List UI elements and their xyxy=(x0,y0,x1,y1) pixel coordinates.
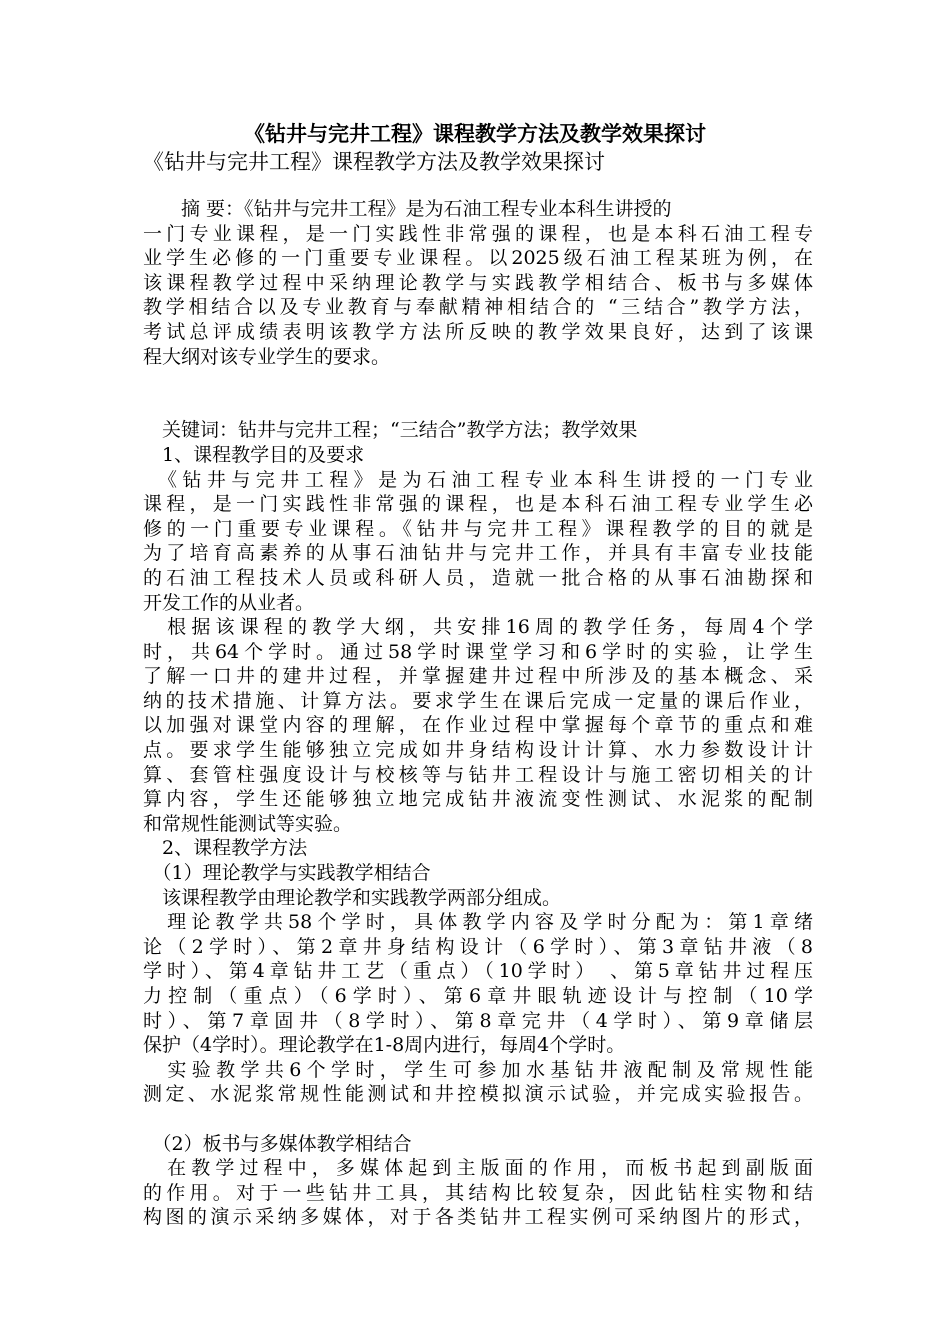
text-line: 课程，是一门实践性非常强的课程，也是本科石油工程专业学生必 xyxy=(143,493,813,516)
text-line: 学时）、第4章钻井工艺（重点）（10学时） 、第5章钻井过程压 xyxy=(143,960,813,983)
text-line: 点。要求学生能够独立完成如井身结构设计计算、水力参数设计计 xyxy=(143,739,813,762)
text-line: 纳的技术措施、计算方法。要求学生在课后完成一定量的课后作业， xyxy=(143,689,813,712)
text-line: （2）板书与多媒体教学相结合 xyxy=(143,1132,412,1155)
text-line: 的作用。对于一些钻井工具，其结构比较复杂，因此钻柱实物和结 xyxy=(143,1181,813,1204)
text-line: 算、套管柱强度设计与校核等与钻井工程设计与施工密切相关的计 xyxy=(143,763,813,786)
text-line: 摘 要：《钻井与完井工程》是为石油工程专业本科生讲授的 xyxy=(143,198,672,220)
text-line: 力控制（重点）（6学时）、第6章井眼轨迹设计与控制（10学 xyxy=(143,985,813,1007)
text-line: 业学生必修的一门重要专业课程。以2025级石油工程某班为例，在 xyxy=(143,247,813,270)
document-subtitle: 《钻井与完井工程》课程教学方法及教学效果探讨 xyxy=(143,150,605,174)
text-line: 构图的演示采纳多媒体，对于各类钻井工程实例可采纳图片的形式， xyxy=(143,1206,813,1229)
text-line: 实验教学共6个学时，学生可参加水基钻井液配制及常规性能 xyxy=(143,1058,813,1081)
text-line: 算内容，学生还能够独立地完成钻井液流变性测试、水泥浆的配制 xyxy=(143,788,813,811)
blank-line xyxy=(143,369,813,394)
text-line: 教学相结合以及专业教育与奉献精神相结合的 “三结合”教学方法， xyxy=(143,296,813,319)
text-line: 时，共64个学时。通过58学时课堂学习和6学时的实验，让学生 xyxy=(143,640,813,663)
text-line: 了解一口井的建井过程，并掌握建井过程中所涉及的基本概念、采 xyxy=(143,665,813,688)
text-line: 时）、第7章固井（8学时）、第8章完井（4学时）、第9章储层 xyxy=(143,1009,813,1032)
document-title: 《钻井与完井工程》课程教学方法及教学效果探讨 xyxy=(244,121,706,146)
blank-line xyxy=(143,1107,813,1132)
text-line: 在教学过程中，多媒体起到主版面的作用，而板书起到副版面 xyxy=(143,1157,813,1180)
document-body xyxy=(143,197,813,1230)
text-line: 《钻井与完井工程》是为石油工程专业本科生讲授的一门专业 xyxy=(143,468,813,491)
text-line: 1、课程教学目的及要求 xyxy=(143,443,365,466)
text-line: 保护（4学时）。理论教学在1-8周内进行，每周4个学时。 xyxy=(143,1034,626,1057)
text-line: 根据该课程的教学大纲，共安排16周的教学任务，每周4个学 xyxy=(143,616,813,639)
blank-line xyxy=(143,394,813,419)
text-line: 为了培育高素养的从事石油钻井与完井工作，并具有丰富专业技能 xyxy=(143,542,813,565)
text-line: 该课程教学由理论教学和实践教学两部分组成。 xyxy=(143,886,562,909)
text-line: 测定、水泥浆常规性能测试和井控模拟演示试验，并完成实验报告。 xyxy=(143,1083,813,1106)
text-line: （1）理论教学与实践教学相结合 xyxy=(143,862,431,885)
text-line: 论（2学时）、第2章井身结构设计（6学时）、第3章钻井液（8 xyxy=(143,935,813,958)
text-line: 理论教学共58个学时，具体教学内容及学时分配为：第1章绪 xyxy=(143,911,813,934)
text-line: 该课程教学过程中采纳理论教学与实践教学相结合、板书与多媒体 xyxy=(143,271,813,294)
text-line: 和常规性能测试等实验。 xyxy=(143,812,353,835)
text-line: 一门专业课程，是一门实践性非常强的课程，也是本科石油工程专 xyxy=(143,222,813,245)
text-line: 修的一门重要专业课程。《钻井与完井工程》课程教学的目的就是 xyxy=(143,517,813,540)
text-line: 2、课程教学方法 xyxy=(143,837,308,860)
text-line: 以加强对课堂内容的理解，在作业过程中掌握每个章节的重点和难 xyxy=(143,714,813,737)
text-line: 关键词：钻井与完井工程；“三结合”教学方法；教学效果 xyxy=(143,419,638,442)
text-line: 的石油工程技术人员或科研人员，造就一批合格的从事石油勘探和 xyxy=(143,566,813,589)
text-line: 考试总评成绩表明该教学方法所反映的教学效果良好，达到了该课 xyxy=(143,320,813,343)
text-line: 开发工作的从业者。 xyxy=(143,591,315,614)
text-line: 程大纲对该专业学生的要求。 xyxy=(143,345,391,368)
